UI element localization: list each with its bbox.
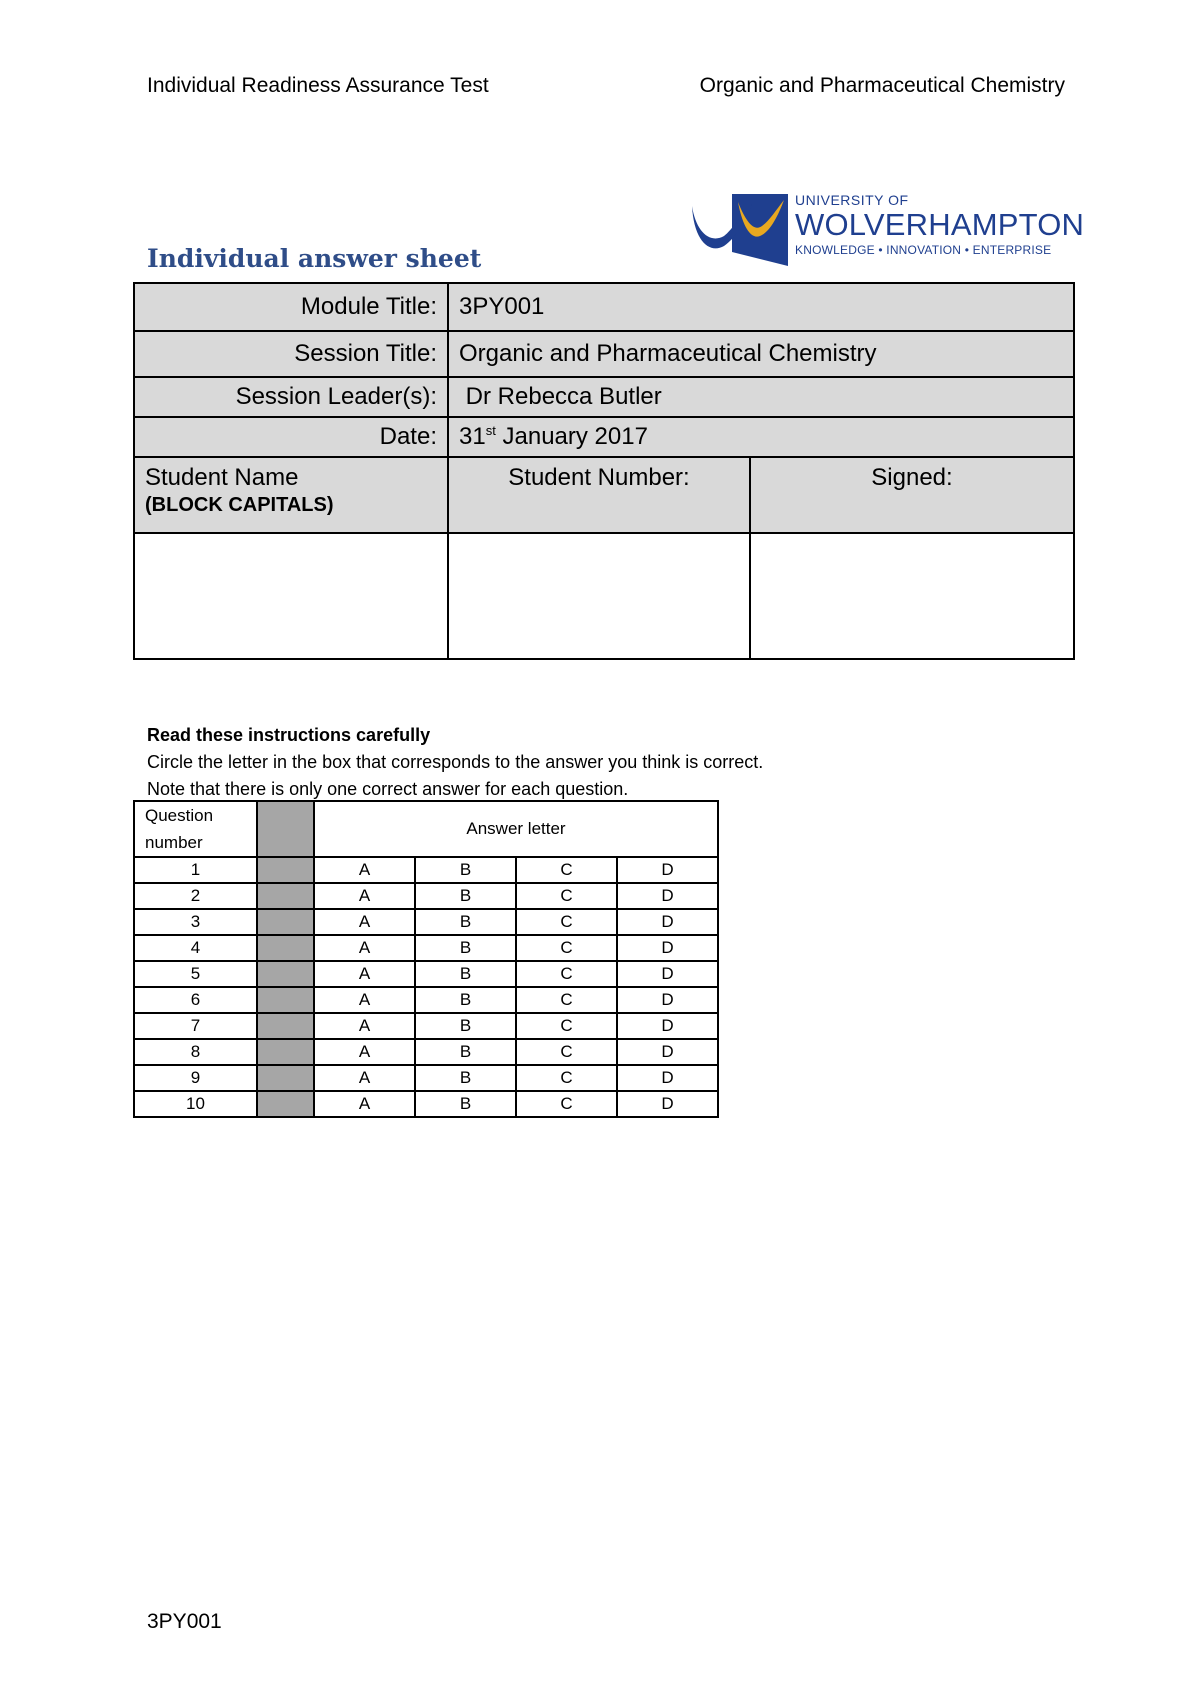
answer-option-b[interactable]: B (415, 987, 516, 1013)
answer-row (134, 857, 718, 883)
question-number: 8 (134, 1039, 257, 1065)
question-number: 4 (134, 935, 257, 961)
header-right: Organic and Pharmaceutical Chemistry (699, 74, 1065, 97)
answer-row (134, 961, 718, 987)
question-number: 3 (134, 909, 257, 935)
answer-row (134, 1039, 718, 1065)
answer-option-d[interactable]: D (617, 909, 718, 935)
student-number-field[interactable] (448, 533, 750, 659)
answer-option-a[interactable]: A (314, 1013, 415, 1039)
sheet-title: Individual answer sheet (147, 244, 482, 273)
question-number: 9 (134, 1065, 257, 1091)
answer-option-d[interactable]: D (617, 883, 718, 909)
module-title-label: Module Title: (134, 283, 448, 331)
answer-option-c[interactable]: C (516, 1091, 617, 1117)
session-leader-text: Dr Rebecca Butler (465, 383, 662, 410)
answer-option-b[interactable]: B (415, 961, 516, 987)
answer-option-d[interactable]: D (617, 987, 718, 1013)
student-name-header (134, 457, 448, 533)
grey-cell (257, 1065, 314, 1091)
answer-option-c[interactable]: C (516, 1013, 617, 1039)
answer-row (134, 1013, 718, 1039)
answer-option-c[interactable]: C (516, 1065, 617, 1091)
answer-option-c[interactable]: C (516, 961, 617, 987)
session-leader-value (448, 377, 1074, 417)
date-label: Date: (134, 417, 448, 457)
answer-option-c[interactable]: C (516, 1039, 617, 1065)
question-number-header: Question number (134, 801, 257, 857)
answer-row (134, 935, 718, 961)
answer-option-b[interactable]: B (415, 1091, 516, 1117)
answer-option-a[interactable]: A (314, 961, 415, 987)
answer-option-d[interactable]: D (617, 857, 718, 883)
answer-option-c[interactable]: C (516, 857, 617, 883)
answer-option-a[interactable]: A (314, 909, 415, 935)
logo-line3: KNOWLEDGE • INNOVATION • ENTERPRISE (795, 243, 1052, 257)
answer-row (134, 1091, 718, 1117)
answer-letter-header: Answer letter (314, 801, 718, 857)
session-title-value: Organic and Pharmaceutical Chemistry (448, 331, 1074, 377)
answer-option-d[interactable]: D (617, 961, 718, 987)
grey-cell (257, 935, 314, 961)
answer-option-a[interactable]: A (314, 1039, 415, 1065)
instructions-line1: Circle the letter in the box that corresponds to the answer you think is correct. (147, 752, 764, 772)
grey-column-header (257, 801, 314, 857)
question-number: 5 (134, 961, 257, 987)
question-number: 2 (134, 883, 257, 909)
answer-option-b[interactable]: B (415, 909, 516, 935)
answer-table (133, 800, 719, 1118)
answer-row (134, 909, 718, 935)
logo-line2: WOLVERHAMPTON (795, 207, 1085, 242)
answer-option-a[interactable]: A (314, 935, 415, 961)
instructions (147, 722, 763, 803)
grey-cell (257, 987, 314, 1013)
block-capitals-note: (BLOCK CAPITALS) (145, 494, 334, 516)
footer-module-code: 3PY001 (147, 1610, 222, 1633)
question-number: 10 (134, 1091, 257, 1117)
answer-option-d[interactable]: D (617, 1039, 718, 1065)
grey-cell (257, 909, 314, 935)
answer-option-a[interactable]: A (314, 987, 415, 1013)
answer-option-d[interactable]: D (617, 1065, 718, 1091)
answer-option-d[interactable]: D (617, 1013, 718, 1039)
answer-row (134, 1065, 718, 1091)
answer-option-b[interactable]: B (415, 857, 516, 883)
logo-line1: UNIVERSITY OF (795, 192, 909, 208)
student-number-label: Student Number: (448, 457, 750, 533)
answer-option-b[interactable]: B (415, 935, 516, 961)
grey-cell (257, 883, 314, 909)
question-number: 6 (134, 987, 257, 1013)
answer-option-c[interactable]: C (516, 987, 617, 1013)
session-title-label: Session Title: (134, 331, 448, 377)
answer-option-a[interactable]: A (314, 1065, 415, 1091)
info-table (133, 282, 1075, 660)
answer-row (134, 987, 718, 1013)
grey-cell (257, 1039, 314, 1065)
university-logo (690, 192, 1085, 272)
answer-option-b[interactable]: B (415, 1039, 516, 1065)
grey-cell (257, 857, 314, 883)
answer-option-c[interactable]: C (516, 883, 617, 909)
answer-row (134, 883, 718, 909)
answer-option-d[interactable]: D (617, 1091, 718, 1117)
signature-field[interactable] (750, 533, 1074, 659)
answer-option-c[interactable]: C (516, 909, 617, 935)
date-day: 31 (459, 423, 486, 450)
answer-option-a[interactable]: A (314, 883, 415, 909)
answer-option-b[interactable]: B (415, 883, 516, 909)
grey-cell (257, 1091, 314, 1117)
session-leader-label: Session Leader(s): (134, 377, 448, 417)
answer-option-b[interactable]: B (415, 1013, 516, 1039)
question-number: 7 (134, 1013, 257, 1039)
date-rest: January 2017 (502, 423, 648, 450)
grey-cell (257, 961, 314, 987)
instructions-line2: Note that there is only one correct answer for each question. (147, 779, 629, 799)
signed-label: Signed: (750, 457, 1074, 533)
student-name-field[interactable] (134, 533, 448, 659)
grey-cell (257, 1013, 314, 1039)
date-suffix: st (485, 423, 496, 438)
date-value (448, 417, 1074, 457)
question-number: 1 (134, 857, 257, 883)
instructions-heading: Read these instructions carefully (147, 725, 431, 745)
header-left: Individual Readiness Assurance Test (147, 74, 489, 97)
answer-option-d[interactable]: D (617, 935, 718, 961)
module-title-value: 3PY001 (448, 283, 1074, 331)
university-logo-icon (690, 192, 790, 272)
student-name-label: Student Name (145, 464, 299, 491)
answer-option-c[interactable]: C (516, 935, 617, 961)
answer-option-a[interactable]: A (314, 857, 415, 883)
answer-option-b[interactable]: B (415, 1065, 516, 1091)
answer-option-a[interactable]: A (314, 1091, 415, 1117)
